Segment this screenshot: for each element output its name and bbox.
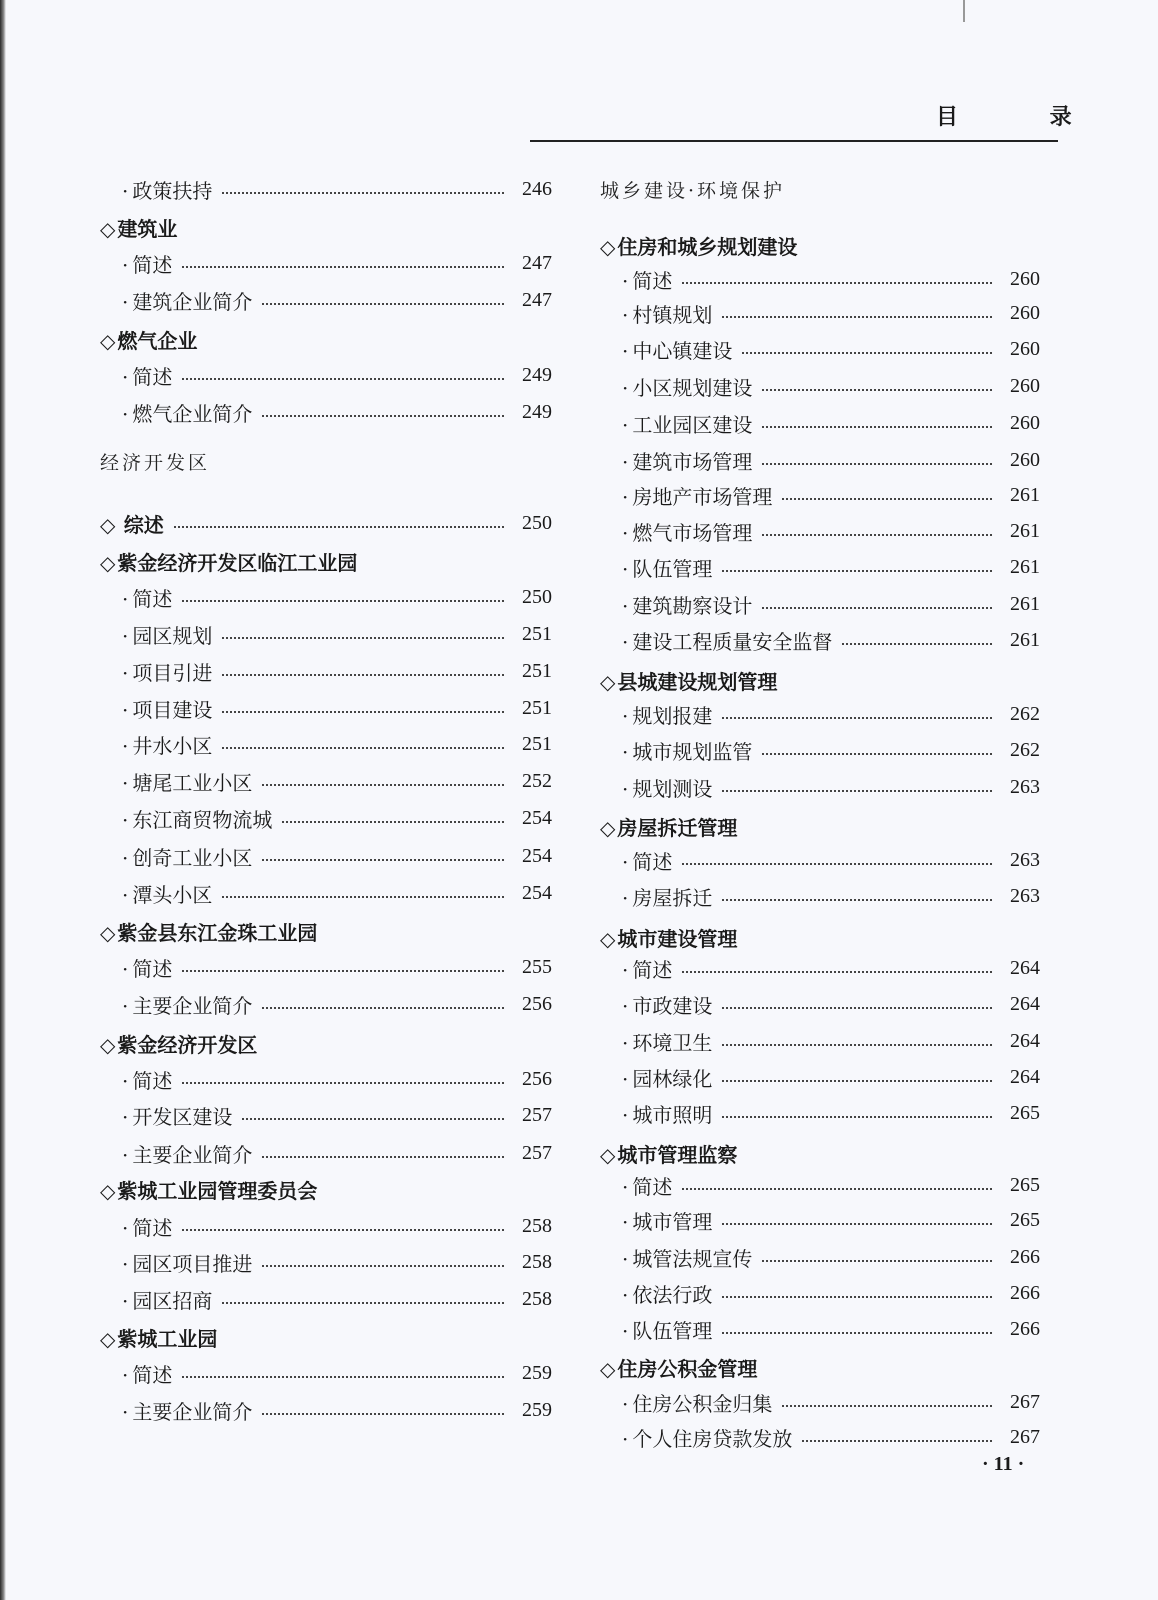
dot-leader: [174, 526, 504, 528]
dot-leader: [762, 534, 992, 536]
toc-entry-label: · 主要企业简介: [122, 1396, 252, 1425]
toc-entry-page: 254: [522, 806, 552, 829]
toc-entry-page: 266: [1010, 1317, 1040, 1340]
toc-entry: [100, 1136, 552, 1170]
dot-leader: [722, 570, 992, 572]
toc-entry-label: · 政策扶持: [122, 175, 212, 204]
toc-section-text: 紫金经济开发区: [117, 1032, 258, 1057]
toc-entry-page: 260: [1010, 337, 1040, 360]
diamond-icon: ◇: [600, 926, 616, 951]
toc-section-text: 建筑业: [117, 216, 178, 241]
part-heading: [100, 444, 552, 478]
dot-leader: [722, 1223, 992, 1225]
toc-entry-page: 250: [522, 511, 552, 534]
diamond-icon: ◇: [100, 328, 116, 353]
toc-entry: [100, 172, 552, 206]
dot-leader: [722, 899, 992, 901]
toc-entry-page: 251: [522, 696, 552, 719]
toc-entry: [100, 801, 552, 835]
toc-section-label: [100, 1175, 317, 1204]
diamond-icon: ◇: [100, 512, 122, 537]
toc-entry-page: 254: [522, 881, 552, 904]
toc-entry: [100, 395, 552, 429]
toc-entry-label: · 城市照明: [622, 1099, 712, 1128]
dot-leader: [282, 821, 504, 823]
toc-section-label: [600, 666, 777, 695]
toc-entry-label: · 东江商贸物流城: [122, 804, 272, 833]
toc-entry-label: · 小区规划建设: [622, 372, 752, 401]
diamond-icon: ◇: [100, 216, 116, 241]
dot-leader: [682, 282, 992, 284]
toc-entry-label: · 建筑勘察设计: [622, 590, 752, 619]
dot-leader: [722, 1080, 992, 1082]
dot-leader: [682, 971, 992, 973]
toc-entry: [600, 843, 1040, 877]
toc-entry-label: · 住房公积金归集: [622, 1388, 772, 1417]
toc-entry: [100, 283, 552, 317]
toc-entry-page: 267: [1010, 1390, 1040, 1413]
dot-leader: [762, 426, 992, 428]
toc-entry-label: · 城市规划监管: [622, 736, 752, 765]
toc-entry: [600, 1203, 1040, 1237]
toc-entry-page: 255: [522, 955, 552, 978]
toc-entry-label: · 项目引进: [122, 657, 212, 686]
toc-entry: [100, 839, 552, 873]
toc-entry-page: 261: [1010, 483, 1040, 506]
toc-entry-label: · 简述: [622, 846, 672, 875]
toc-entry-page: 246: [522, 177, 552, 200]
toc-section-label: [600, 1353, 757, 1382]
toc-entry-page: 261: [1010, 555, 1040, 578]
toc-entry: [100, 358, 552, 392]
dot-leader: [722, 1332, 992, 1334]
dot-leader: [182, 1376, 504, 1378]
dot-leader: [222, 192, 504, 194]
diamond-icon: ◇: [100, 920, 116, 945]
dot-leader: [222, 711, 504, 713]
toc-entry-label: · 主要企业简介: [122, 990, 252, 1019]
toc-entry: [100, 1356, 552, 1390]
toc-entry: [600, 1168, 1040, 1202]
toc-section-text: 住房公积金管理: [617, 1356, 758, 1381]
toc-section-label: [100, 547, 357, 576]
toc-entry-page: 260: [1010, 267, 1040, 290]
dot-leader: [262, 415, 504, 417]
dot-leader: [842, 643, 992, 645]
toc-entry-page: 264: [1010, 956, 1040, 979]
toc-section: [100, 1172, 552, 1206]
toc-entry-page: 264: [1010, 1029, 1040, 1052]
toc-section-label: [100, 325, 197, 354]
toc-entry-page: 265: [1010, 1101, 1040, 1124]
toc-entry-page: 261: [1010, 628, 1040, 651]
toc-entry-page: 256: [522, 992, 552, 1015]
toc-entry-page: 259: [522, 1361, 552, 1384]
toc-entry-label: · 队伍管理: [622, 1315, 712, 1344]
toc-entry-page: 262: [1010, 738, 1040, 761]
diamond-icon: ◇: [600, 1142, 616, 1167]
toc-entry-page: 267: [1010, 1425, 1040, 1448]
toc-entry-label: · 队伍管理: [622, 553, 712, 582]
dot-leader: [242, 1118, 504, 1120]
toc-entry-label: · 建设工程质量安全监督: [622, 626, 832, 655]
toc-entry-label: · 简述: [622, 954, 672, 983]
toc-entry-page: 259: [522, 1398, 552, 1421]
dot-leader: [802, 1440, 992, 1442]
toc-section-text: 紫城工业园管理委员会: [117, 1178, 318, 1203]
toc-entry-page: 250: [522, 585, 552, 608]
toc-section-label: [600, 231, 797, 260]
dot-leader: [722, 1296, 992, 1298]
toc-entry-page: 257: [522, 1141, 552, 1164]
dot-leader: [182, 1082, 504, 1084]
toc-entry: [600, 296, 1040, 330]
toc-entry-label: · 创奇工业小区: [122, 842, 252, 871]
toc-entry: [600, 262, 1040, 296]
toc-entry-page: 263: [1010, 884, 1040, 907]
dot-leader: [722, 1044, 992, 1046]
toc-entry-page: 256: [522, 1067, 552, 1090]
page-scan-edge: [0, 0, 6, 1600]
toc-entry-label: · 简述: [122, 249, 172, 278]
toc-entry-label: · 房地产市场管理: [622, 481, 772, 510]
toc-section-label: [600, 812, 737, 841]
toc-entry-page: 261: [1010, 519, 1040, 542]
toc-entry-page: 261: [1010, 592, 1040, 615]
toc-entry-page: 258: [522, 1287, 552, 1310]
toc-entry-label: · 园区项目推进: [122, 1248, 252, 1277]
dot-leader: [762, 389, 992, 391]
dot-leader: [222, 1302, 504, 1304]
toc-section-text: 房屋拆迁管理: [617, 815, 738, 840]
toc-entry: [100, 691, 552, 725]
toc-entry: [100, 1245, 552, 1279]
toc-entry-page: 260: [1010, 374, 1040, 397]
toc-entry-label: · 简述: [122, 361, 172, 390]
toc-section-text: 县城建设规划管理: [617, 669, 778, 694]
toc-entry-page: 249: [522, 400, 552, 423]
dot-leader: [722, 1007, 992, 1009]
toc-entry-page: 251: [522, 622, 552, 645]
dot-leader: [722, 790, 992, 792]
toc-entry-label: · 建筑企业简介: [122, 286, 252, 315]
toc-section-label: [100, 213, 177, 242]
diamond-icon: ◇: [100, 1032, 116, 1057]
diamond-icon: ◇: [600, 234, 616, 259]
diamond-icon: ◇: [600, 1356, 616, 1381]
toc-entry-label: · 主要企业简介: [122, 1139, 252, 1168]
toc-entry: [600, 478, 1040, 512]
dot-leader: [222, 896, 504, 898]
header-rule: [530, 140, 1058, 142]
diamond-icon: ◇: [100, 550, 116, 575]
toc-entry: [600, 623, 1040, 657]
toc-entry-page: 251: [522, 732, 552, 755]
toc-entry-label: · 中心镇建设: [622, 335, 732, 364]
toc-entry: [100, 506, 552, 540]
toc-entry-label: · 园区招商: [122, 1285, 212, 1314]
toc-entry-page: 254: [522, 844, 552, 867]
dot-leader: [182, 600, 504, 602]
toc-entry: [600, 987, 1040, 1021]
toc-section-text: 住房和城乡规划建设: [617, 234, 798, 259]
toc-entry: [600, 587, 1040, 621]
toc-entry-label: · 城市管理: [622, 1206, 712, 1235]
dot-leader: [262, 784, 504, 786]
toc-section: [100, 544, 552, 578]
diamond-icon: ◇: [100, 1178, 116, 1203]
toc-entry-label: · 房屋拆迁: [622, 882, 712, 911]
toc-entry-page: 258: [522, 1250, 552, 1273]
part-heading-label: 经济开发区: [100, 451, 211, 474]
toc-entry-label: · 简述: [122, 1212, 172, 1241]
dot-leader: [182, 266, 504, 268]
toc-section: [100, 914, 552, 948]
toc-entry-label: · 项目建设: [122, 694, 212, 723]
diamond-icon: ◇: [100, 1326, 116, 1351]
toc-entry-page: 249: [522, 363, 552, 386]
part-heading: [600, 172, 1040, 206]
toc-entry: [600, 879, 1040, 913]
toc-entry-page: 263: [1010, 775, 1040, 798]
toc-entry: [100, 246, 552, 280]
toc-entry-label: · 市政建设: [622, 990, 712, 1019]
toc-entry-text: 综述: [123, 512, 164, 537]
dot-leader: [782, 1405, 992, 1407]
toc-entry-page: 266: [1010, 1245, 1040, 1268]
dot-leader: [222, 674, 504, 676]
toc-entry: [600, 1060, 1040, 1094]
toc-entry-label: · 开发区建设: [122, 1101, 232, 1130]
dot-leader: [762, 753, 992, 755]
toc-entry-page: 266: [1010, 1281, 1040, 1304]
toc-entry-label: [100, 509, 164, 538]
toc-entry: [600, 697, 1040, 731]
toc-section-text: 紫金经济开发区临江工业园: [117, 550, 358, 575]
toc-entry-label: · 简述: [622, 1171, 672, 1200]
dot-leader: [742, 352, 992, 354]
dot-leader: [722, 316, 992, 318]
toc-entry: [100, 1282, 552, 1316]
dot-leader: [262, 1007, 504, 1009]
page-number: · 11 ·: [982, 1453, 1025, 1475]
toc-entry: [600, 1276, 1040, 1310]
toc-entry-label: · 村镇规划: [622, 299, 712, 328]
toc-entry-page: 264: [1010, 1065, 1040, 1088]
toc-entry: [100, 987, 552, 1021]
toc-entry-label: · 工业园区建设: [622, 409, 752, 438]
toc-section: [600, 663, 1040, 697]
toc-entry: [100, 727, 552, 761]
toc-entry-label: · 建筑市场管理: [622, 446, 752, 475]
dot-leader: [682, 863, 992, 865]
dot-leader: [222, 637, 504, 639]
toc-entry-page: 247: [522, 251, 552, 274]
toc-section-label: [100, 1029, 257, 1058]
toc-entry-page: 257: [522, 1103, 552, 1126]
dot-leader: [222, 747, 504, 749]
toc-section: [600, 1350, 1040, 1384]
toc-section-text: 城市建设管理: [617, 926, 738, 951]
toc-entry: [100, 580, 552, 614]
toc-section-text: 燃气企业: [117, 328, 198, 353]
toc-entry-page: 251: [522, 659, 552, 682]
toc-entry-page: 262: [1010, 702, 1040, 725]
toc-section: [600, 1136, 1040, 1170]
dot-leader: [262, 303, 504, 305]
toc-entry-page: 260: [1010, 448, 1040, 471]
toc-section: [100, 1026, 552, 1060]
toc-section-label: [100, 1323, 217, 1352]
toc-entry-label: · 个人住房贷款发放: [622, 1423, 792, 1452]
toc-entry: [100, 654, 552, 688]
toc-entry: [600, 1096, 1040, 1130]
toc-section-label: [600, 923, 737, 952]
dot-leader: [182, 970, 504, 972]
toc-section-text: 城市管理监察: [617, 1142, 738, 1167]
toc-entry: [600, 369, 1040, 403]
toc-entry-label: · 规划测设: [622, 773, 712, 802]
toc-entry: [600, 951, 1040, 985]
diamond-icon: ◇: [600, 815, 616, 840]
toc-entry-page: 265: [1010, 1173, 1040, 1196]
toc-entry: [100, 876, 552, 910]
toc-entry-page: 265: [1010, 1208, 1040, 1231]
toc-entry-label: · 潭头小区: [122, 879, 212, 908]
toc-entry-label: · 简述: [122, 953, 172, 982]
toc-entry-page: 264: [1010, 992, 1040, 1015]
dot-leader: [682, 1188, 992, 1190]
dot-leader: [762, 463, 992, 465]
toc-entry: [600, 550, 1040, 584]
dot-leader: [262, 1265, 504, 1267]
toc-entry-page: 263: [1010, 848, 1040, 871]
toc-entry: [600, 406, 1040, 440]
dot-leader: [782, 498, 992, 500]
dot-leader: [722, 1116, 992, 1118]
toc-entry: [100, 1209, 552, 1243]
toc-entry-page: 258: [522, 1214, 552, 1237]
toc-entry: [600, 332, 1040, 366]
toc-entry-label: · 简述: [122, 1359, 172, 1388]
toc-section-label: [100, 917, 317, 946]
toc-entry: [600, 733, 1040, 767]
dot-leader: [262, 1156, 504, 1158]
toc-entry-label: · 简述: [122, 1065, 172, 1094]
toc-entry: [600, 1420, 1040, 1454]
toc-entry: [600, 443, 1040, 477]
toc-entry-label: · 园区规划: [122, 620, 212, 649]
toc-entry: [100, 1098, 552, 1132]
page-scan-mark: [963, 0, 965, 22]
toc-entry: [600, 1385, 1040, 1419]
diamond-icon: ◇: [600, 669, 616, 694]
toc-section: [600, 228, 1040, 262]
toc-entry: [600, 1312, 1040, 1346]
dot-leader: [182, 378, 504, 380]
toc-entry-label: · 规划报建: [622, 700, 712, 729]
page-header-title: 目 录: [936, 105, 1114, 130]
toc-section: [600, 809, 1040, 843]
toc-entry: [600, 1240, 1040, 1274]
dot-leader: [762, 1260, 992, 1262]
dot-leader: [262, 859, 504, 861]
toc-entry-label: · 塘尾工业小区: [122, 767, 252, 796]
toc-entry-page: 247: [522, 288, 552, 311]
dot-leader: [182, 1229, 504, 1231]
toc-section: [600, 920, 1040, 954]
toc-entry-page: 260: [1010, 411, 1040, 434]
toc-entry-label: · 井水小区: [122, 730, 212, 759]
toc-entry-label: · 依法行政: [622, 1279, 712, 1308]
toc-entry-label: · 园林绿化: [622, 1063, 712, 1092]
toc-entry-label: · 燃气市场管理: [622, 517, 752, 546]
toc-entry: [600, 514, 1040, 548]
toc-entry-label: · 环境卫生: [622, 1027, 712, 1056]
toc-entry-label: · 简述: [622, 265, 672, 294]
dot-leader: [762, 607, 992, 609]
toc-entry-label: · 城管法规宣传: [622, 1243, 752, 1272]
toc-entry-page: 260: [1010, 301, 1040, 324]
toc-section: [100, 322, 552, 356]
toc-section: [100, 210, 552, 244]
toc-section-label: [600, 1139, 737, 1168]
part-heading-label: 城乡建设·环境保护: [600, 179, 786, 202]
toc-entry: [600, 1024, 1040, 1058]
toc-entry: [100, 950, 552, 984]
toc-entry-page: 252: [522, 769, 552, 792]
dot-leader: [722, 717, 992, 719]
toc-entry: [100, 617, 552, 651]
toc-entry-label: · 简述: [122, 583, 172, 612]
toc-section-text: 紫城工业园: [117, 1326, 218, 1351]
toc-entry: [100, 1393, 552, 1427]
toc-entry: [100, 1062, 552, 1096]
toc-section-text: 紫金县东江金珠工业园: [117, 920, 318, 945]
dot-leader: [262, 1413, 504, 1415]
toc-section: [100, 1320, 552, 1354]
toc-entry-label: · 燃气企业简介: [122, 398, 252, 427]
toc-entry: [600, 770, 1040, 804]
toc-entry: [100, 764, 552, 798]
